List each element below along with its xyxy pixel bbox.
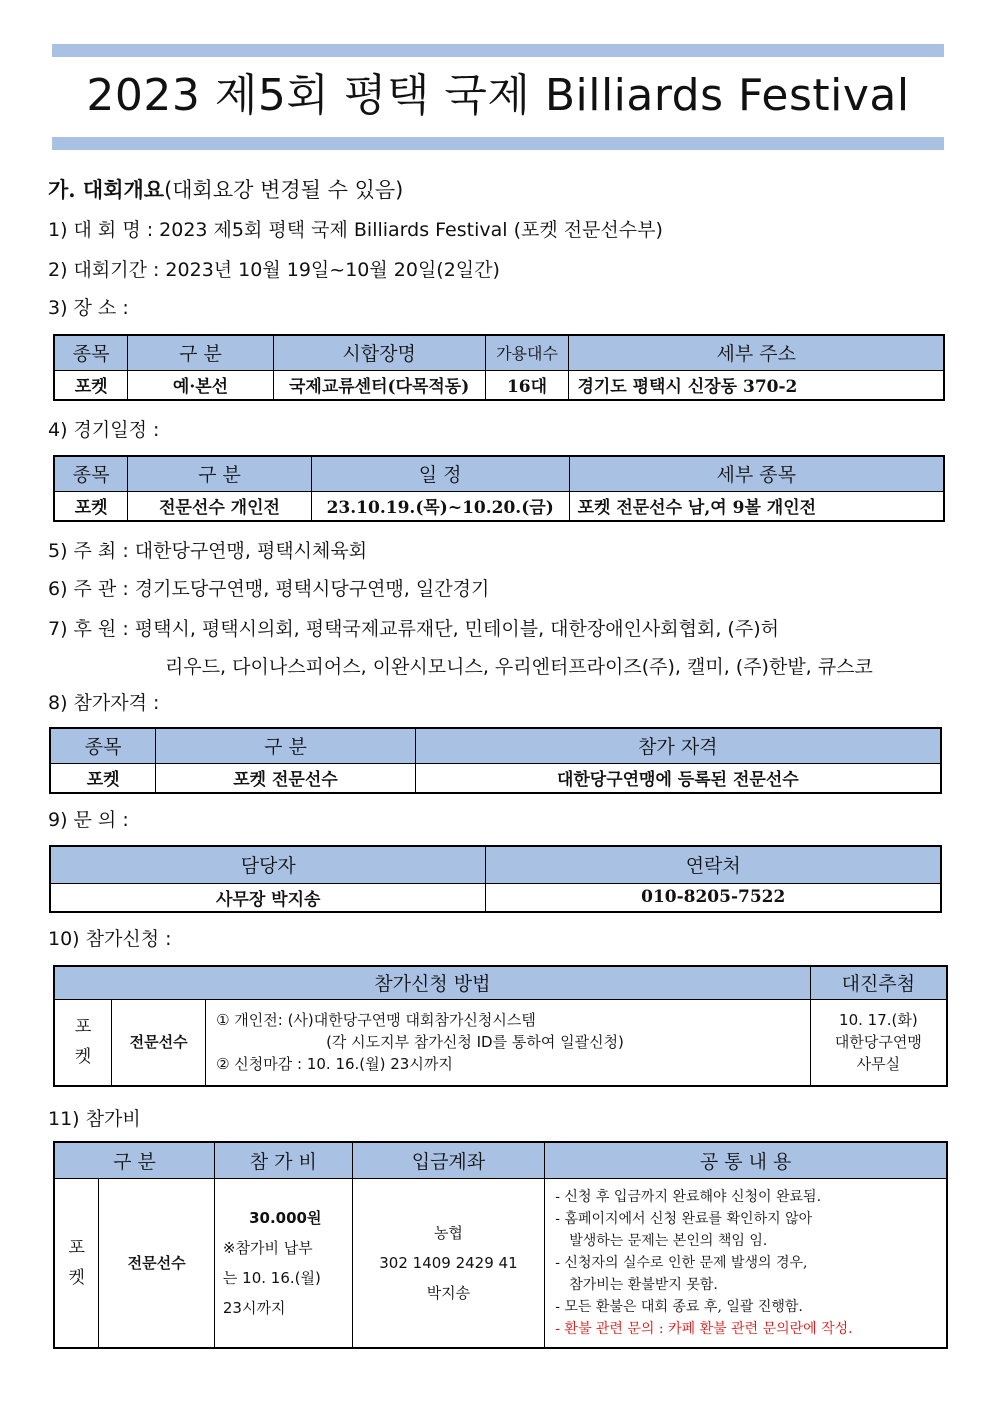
application-draw-line-1: 10. 17.(화) (839, 1011, 918, 1030)
venue-header-division: 구 분 (128, 335, 273, 370)
eligibility-header-event: 종목 (50, 728, 156, 763)
application-header-draw: 대진추첨 (810, 966, 947, 999)
item-period: 2) 대회기간 : 2023년 10월 19일~10월 20일(2일간) (48, 259, 500, 281)
fee-note-line-2: 는 10. 16.(월) (222, 1268, 321, 1287)
schedule-cell-event: 포켓 (54, 491, 128, 521)
venue-cell-address: 경기도 평택시 신장동 370-2 (569, 370, 944, 400)
note-line-2: - 홈페이지에서 신청 완료를 확인하지 않아 (555, 1210, 813, 1227)
inquiry-header-contact-person: 담당자 (50, 846, 486, 883)
schedule-cell-division: 전문선수 개인전 (128, 491, 312, 521)
application-event-char-2: 켓 (74, 1047, 92, 1068)
fee-event-char-2: 켓 (68, 1267, 85, 1288)
fee-cell-category: 전문선수 (99, 1178, 215, 1348)
title-bar-top (52, 44, 944, 57)
eligibility-header-qualification: 참가 자격 (415, 728, 941, 763)
schedule-header-detail: 세부 종목 (569, 456, 944, 491)
fee-amount: 30.000원 (249, 1208, 322, 1227)
note-line-1: - 신청 후 입금까지 완료해야 신청이 완료됨. (555, 1188, 822, 1205)
item-host: 5) 주 최 : 대한당구연맹, 평택시체육회 (48, 540, 368, 562)
item-name: 1) 대 회 명 : 2023 제5회 평택 국제 Billiards Festival (포켓 전문선수부) (48, 219, 663, 241)
item-eligibility-label: 8) 참가자격 : (48, 692, 160, 714)
eligibility-cell-qualification: 대한당구연맹에 등록된 전문선수 (415, 763, 941, 793)
application-method-line-1: ① 개인전: (사)대한당구연맹 대회참가신청시스템 (216, 1011, 536, 1030)
schedule-cell-dates: 23.10.19.(목)~10.20.(금) (311, 491, 569, 521)
application-table (53, 965, 948, 1087)
venue-cell-event: 포켓 (54, 370, 128, 400)
section-heading (48, 176, 403, 204)
fee-note-line-1: ※참가비 납부 (222, 1238, 313, 1257)
note-line-4: - 신청자의 실수로 인한 문제 발생의 경우, (555, 1254, 808, 1271)
venue-header-tables: 가용대수 (485, 335, 569, 370)
venue-cell-venue: 국제교류센터(다목적동) (273, 370, 485, 400)
application-draw-line-2: 대한당구연맹 (834, 1033, 922, 1052)
application-header-method: 참가신청 방법 (54, 966, 810, 999)
fee-cell-fee (214, 1178, 352, 1348)
schedule-header-dates: 일 정 (311, 456, 569, 491)
item-schedule-label: 4) 경기일정 : (48, 419, 160, 441)
inquiry-cell-phone: 010-8205-7522 (486, 883, 941, 912)
fee-cell-event (54, 1178, 99, 1348)
eligibility-cell-event: 포켓 (50, 763, 156, 793)
venue-header-event: 종목 (54, 335, 128, 370)
eligibility-cell-division: 포켓 전문선수 (156, 763, 415, 793)
schedule-header-event: 종목 (54, 456, 128, 491)
inquiry-table (49, 845, 942, 913)
section-heading-note: (대회요강 변경될 수 있음) (164, 178, 404, 202)
eligibility-table (49, 727, 942, 794)
application-method-line-2: (각 시도지부 참가신청 ID를 통하여 일괄신청) (326, 1033, 624, 1052)
schedule-header-division: 구 분 (128, 456, 312, 491)
application-cell-method (206, 999, 811, 1086)
application-draw-line-3: 사무실 (856, 1055, 901, 1074)
venue-cell-division: 예·본선 (128, 370, 273, 400)
application-cell-category: 전문선수 (112, 999, 206, 1086)
item-sponsor-line1: 7) 후 원 : 평택시, 평택시의회, 평택국제교류재단, 민테이블, 대한장애인사회협회, (주)허 (48, 618, 779, 640)
application-cell-draw (810, 999, 947, 1086)
title-bar-bottom (52, 137, 944, 150)
page-title: 2023 제5회 평택 국제 Billiards Festival (86, 70, 910, 121)
note-line-6: - 모든 환불은 대회 종료 후, 일괄 진행함. (555, 1298, 803, 1315)
item-venue-label: 3) 장 소 : (48, 297, 129, 319)
fee-header-notes: 공 통 내 용 (545, 1142, 947, 1178)
venue-header-venue: 시합장명 (273, 335, 485, 370)
item-sponsor-line2: 리우드, 다이나스피어스, 이완시모니스, 우리엔터프라이즈(주), 캘미, (주)한밭, 큐스코 (165, 656, 873, 678)
schedule-cell-detail: 포켓 전문선수 남,여 9볼 개인전 (569, 491, 944, 521)
application-event-char-1: 포 (74, 1017, 92, 1038)
item-organizer: 6) 주 관 : 경기도당구연맹, 평택시당구연맹, 일간경기 (48, 578, 490, 600)
application-cell-event (54, 999, 112, 1086)
fee-event-char-1: 포 (68, 1237, 85, 1258)
item-fee-label: 11) 참가비 (48, 1108, 141, 1130)
title-banner (52, 44, 944, 150)
section-heading-bold: 가. 대회개요 (48, 177, 165, 202)
note-line-refund-warning: - 환불 관련 문의 : 카페 환불 관련 문의란에 작성. (555, 1320, 853, 1337)
inquiry-cell-contact-person: 사무장 박지송 (50, 883, 486, 912)
item-inquiry-label: 9) 문 의 : (48, 809, 129, 831)
venue-cell-tables: 16대 (485, 370, 569, 400)
note-line-3: 발생하는 문제는 본인의 책임 임. (569, 1232, 768, 1249)
venue-header-address: 세부 주소 (569, 335, 944, 370)
account-bank: 농협 (433, 1223, 463, 1242)
item-application-label: 10) 참가신청 : (48, 928, 172, 950)
fee-header-division: 구 분 (54, 1142, 214, 1178)
venue-table (53, 334, 945, 401)
account-holder: 박지송 (426, 1283, 471, 1302)
fee-table (53, 1141, 948, 1349)
fee-cell-account (352, 1178, 545, 1348)
fee-header-account: 입금계좌 (352, 1142, 545, 1178)
schedule-table (53, 455, 945, 522)
fee-header-fee: 참 가 비 (214, 1142, 352, 1178)
eligibility-header-division: 구 분 (156, 728, 415, 763)
note-line-5: 참가비는 환불받지 못함. (569, 1276, 718, 1293)
fee-cell-notes (545, 1178, 947, 1348)
fee-note-line-3: 23시까지 (222, 1298, 286, 1317)
account-number: 302 1409 2429 41 (379, 1253, 518, 1272)
inquiry-header-phone: 연락처 (486, 846, 941, 883)
application-method-line-3: ② 신청마감 : 10. 16.(월) 23시까지 (216, 1055, 453, 1074)
